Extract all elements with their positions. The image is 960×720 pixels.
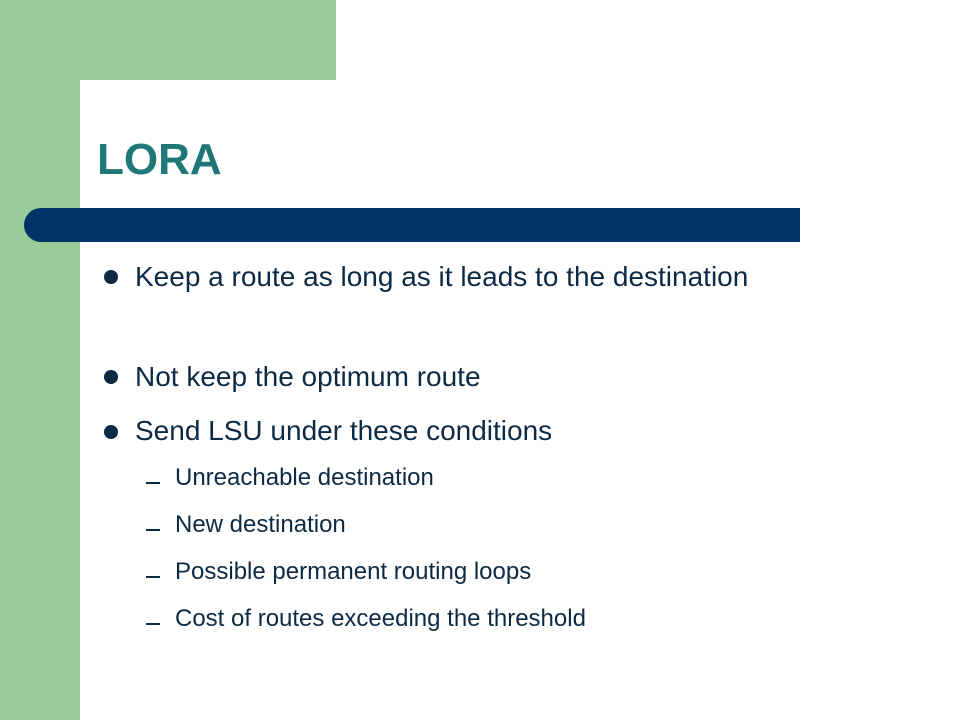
dash-icon — [146, 576, 160, 578]
bullet-dot-icon — [104, 270, 118, 284]
bullet-dot-icon — [104, 370, 118, 384]
bullet-item: Keep a route as long as it leads to the destination — [135, 261, 749, 292]
sub-bullet-item: New destination — [175, 511, 346, 538]
bullet-item: Not keep the optimum route — [135, 361, 481, 392]
slide-title: LORA — [97, 135, 222, 184]
sub-bullet-item: Possible permanent routing loops — [175, 558, 532, 585]
bullet-dot-icon — [104, 425, 118, 439]
bullet-item: Send LSU under these conditions — [135, 415, 553, 446]
sub-bullet-item: Cost of routes exceeding the threshold — [175, 605, 586, 632]
sub-bullet-item: Unreachable destination — [175, 464, 434, 491]
dash-icon — [146, 623, 160, 625]
dash-icon — [146, 529, 160, 531]
dash-icon — [146, 482, 160, 484]
